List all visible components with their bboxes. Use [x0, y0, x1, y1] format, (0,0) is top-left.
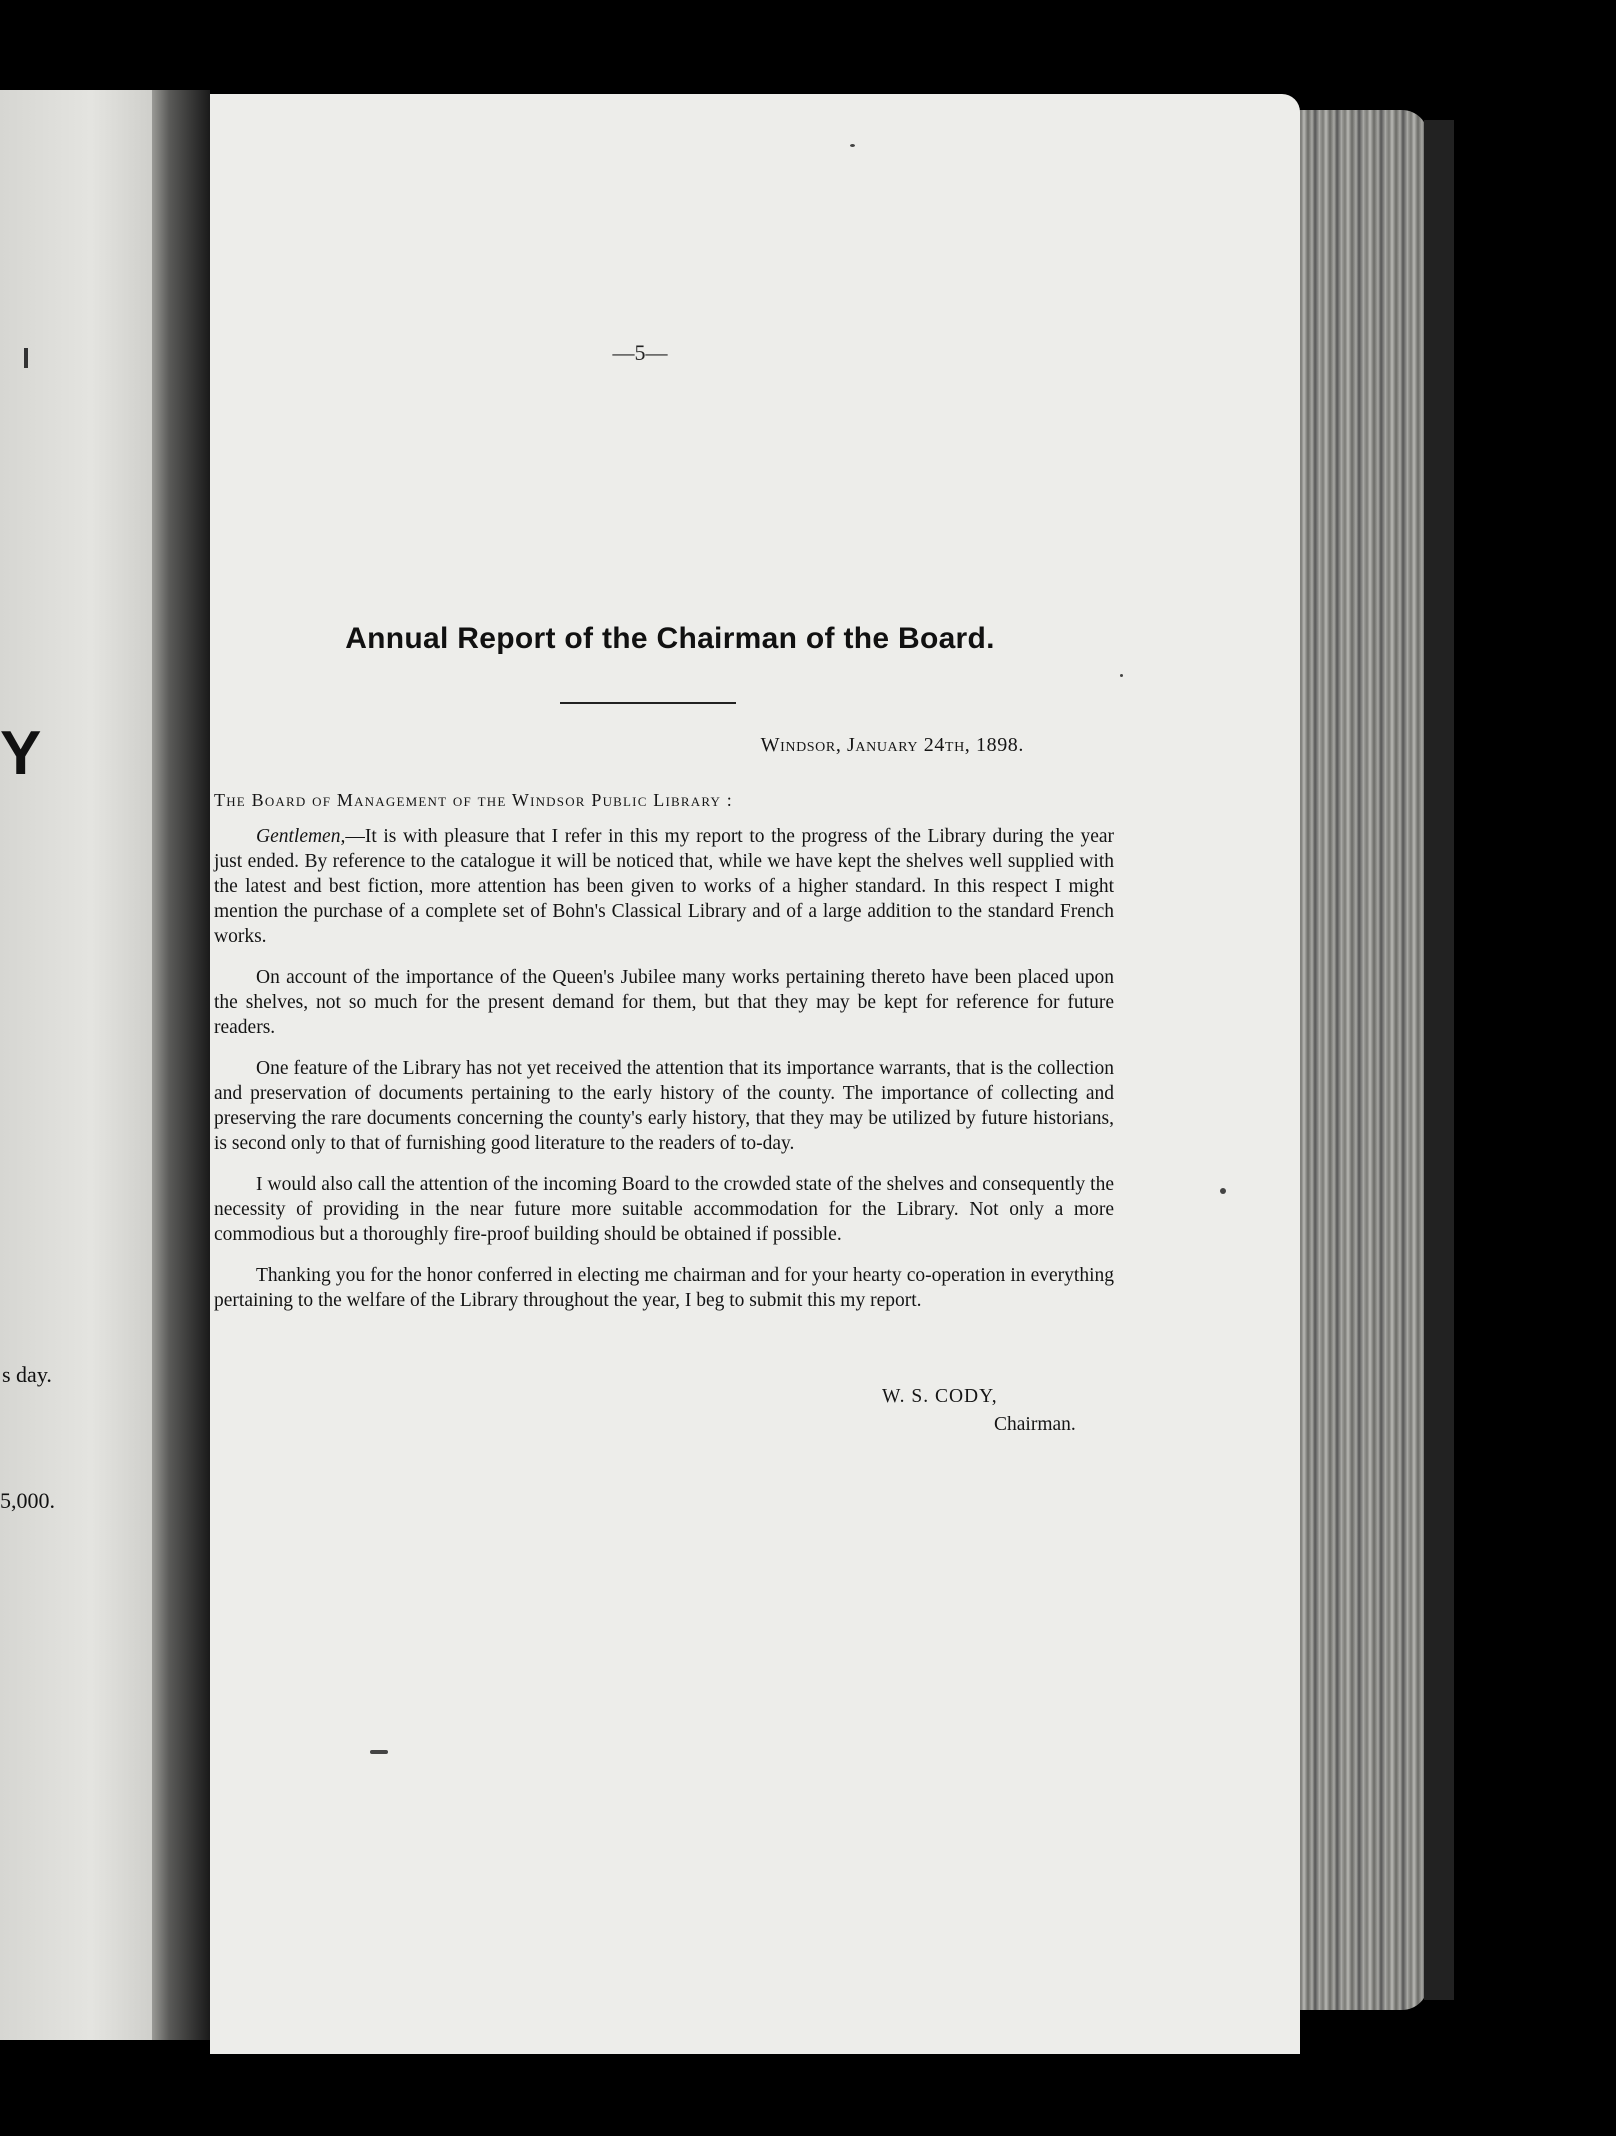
title-rule: [560, 702, 736, 704]
paragraph-text: I would also call the attention of the incoming Board to the crowded state of the shelves and consequently the necessity of providing in the near future more suitable accommodation for the Library. Not only a more commodious but a thoroughly fire-proof building should be obtained if possible.: [214, 1174, 1114, 1245]
report-body: [214, 824, 1114, 1329]
dateline: Windsor, January 24th, 1898.: [760, 734, 1024, 756]
previous-page-fragment: [0, 90, 152, 2040]
previous-page-heading-fragment: Y: [0, 719, 42, 788]
paragraph-text: Thanking you for the honor conferred in electing me chairman and for your hearty co-operation in everything pertaining to the welfare of the Library throughout the year, I beg to submit this my report.: [214, 1265, 1114, 1311]
document-page: [210, 94, 1300, 2054]
salutation: The Board of Management of the Windsor Public Library :: [214, 790, 733, 810]
paragraph: [214, 1263, 1114, 1313]
signer-name: W. S. CODY,: [882, 1386, 998, 1407]
scan-speck: [370, 1750, 388, 1754]
book-page-edges: [1298, 110, 1428, 2010]
scan-speck: [1220, 1188, 1226, 1194]
paragraph-text: One feature of the Library has not yet received the attention that its importance warrants, that is the collection and preservation of documents pertaining to the early history of the county. The importance of collecting and preserving the rare documents concerning the county's early history, that they may be utilized by future historians, is second only to that of furnishing good literature to the readers of to-day.: [214, 1058, 1114, 1154]
paragraph: [214, 824, 1114, 949]
paragraph: [214, 1056, 1114, 1156]
scan-speck: [1120, 674, 1123, 677]
book-cover-edge: [1424, 120, 1454, 2000]
ink-mark: [24, 348, 28, 368]
previous-page-number-fragment: 5,000.: [0, 1488, 55, 1513]
page-title: Annual Report of the Chairman of the Board.: [345, 622, 995, 655]
page-number: —5—: [612, 340, 668, 365]
paragraph: [214, 965, 1114, 1040]
book-gutter: [152, 90, 210, 2040]
paragraph-text: —It is with pleasure that I refer in this my report to the progress of the Library during the year just ended. By reference to the catalogue it will be noticed that, while we have kept the shelves well supplied with the latest and best fiction, more attention has been given to works of a higher standard. In this respect I might mention the purchase of a complete set of Bohn's Classical Library and of a large addition to the standard French works.: [214, 826, 1114, 947]
paragraph-lead: Gentlemen,: [256, 826, 346, 847]
previous-page-text-fragment: s day.: [2, 1362, 52, 1387]
scan-speck: [850, 144, 855, 147]
signer-role: Chairman.: [994, 1414, 1076, 1435]
paragraph: [214, 1172, 1114, 1247]
paragraph-text: On account of the importance of the Queen's Jubilee many works pertaining thereto have been placed upon the shelves, not so much for the present demand for them, but that they may be kept for reference for future readers.: [214, 967, 1114, 1038]
